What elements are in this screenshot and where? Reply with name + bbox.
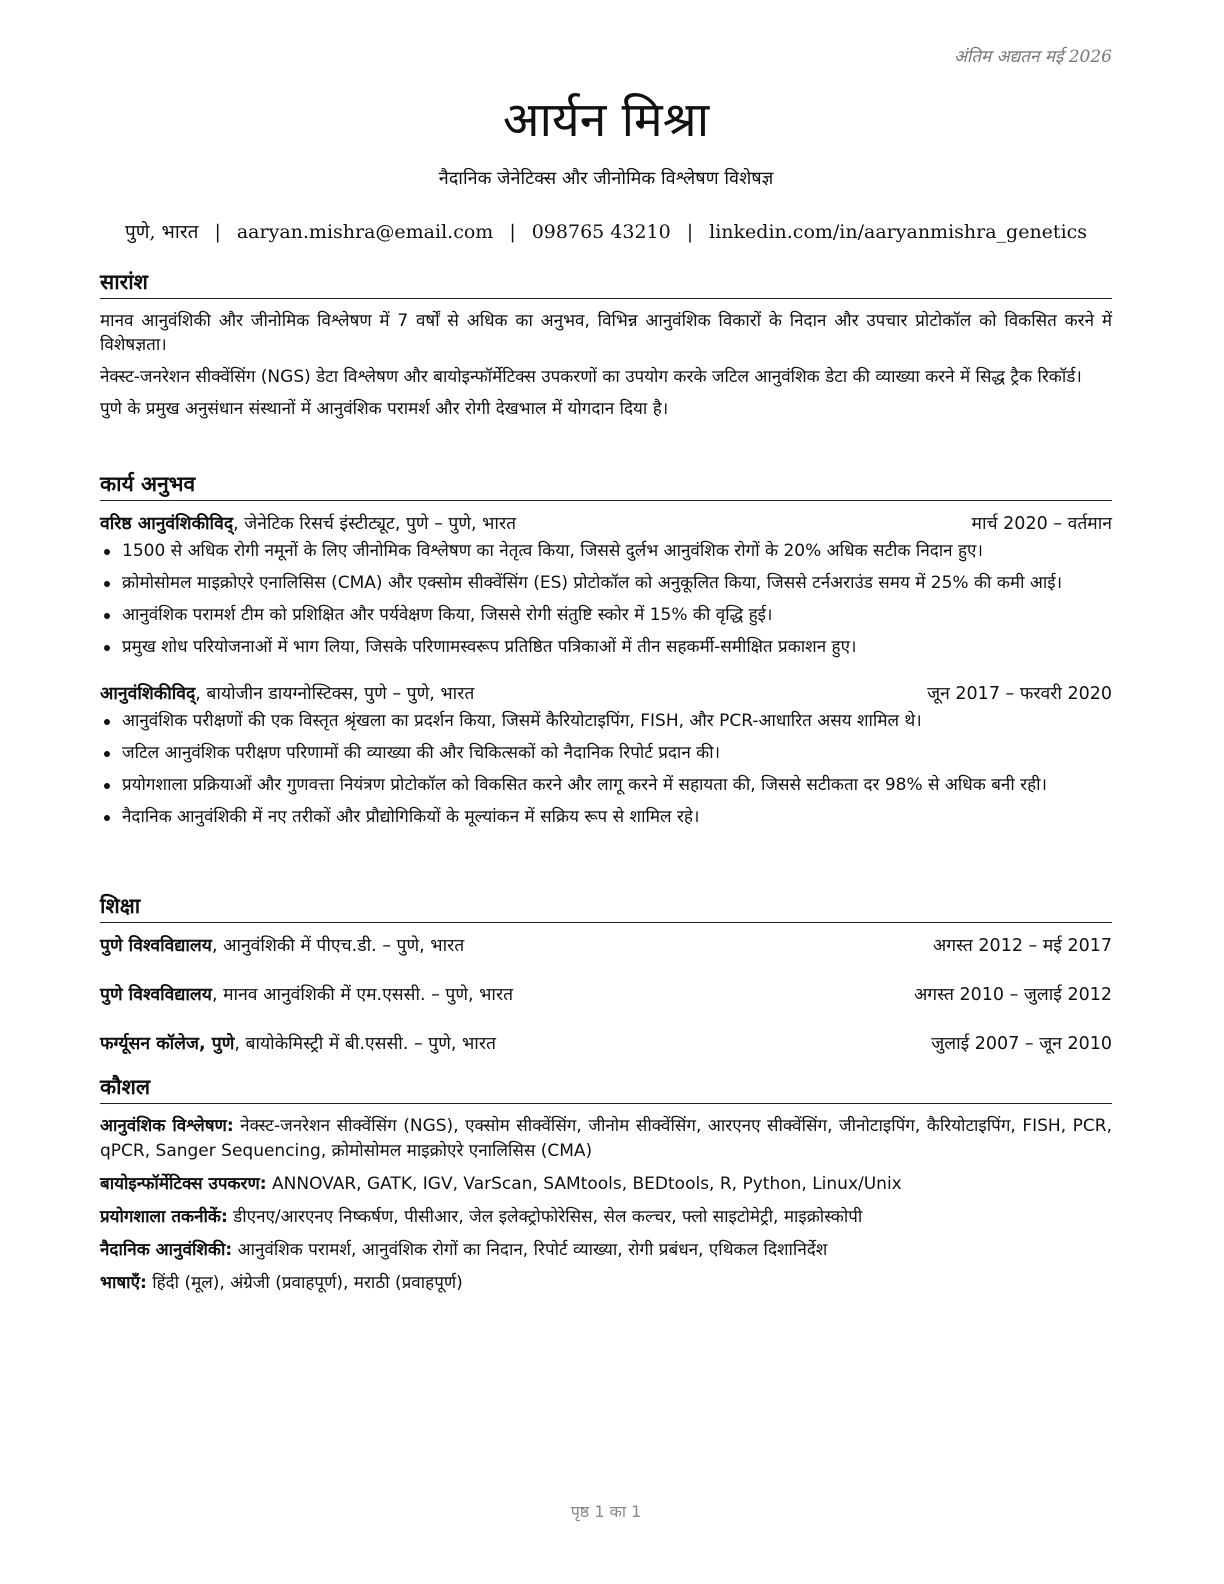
job-bullet: प्रमुख शोध परियोजनाओं में भाग लिया, जिसके परिणामस्वरूप प्रतिष्ठित पत्रिकाओं में तीन सहकर्मी-समीक्षित प्रकाशन हुए। — [122, 635, 1112, 659]
education-school: फर्ग्यूसन कॉलेज, पुणे — [100, 1034, 235, 1054]
job-bullets — [100, 709, 1112, 829]
job-bullet: नैदानिक आनुवंशिकी में नए तरीकों और प्रौद्योगिकियों के मूल्यांकन में सक्रिय रूप से शामिल रहे। — [122, 805, 1112, 829]
skills-section — [100, 1073, 1112, 1304]
job-org: , बायोजीन डायग्नोस्टिक्स, पुणे – पुणे, भारत — [195, 684, 475, 704]
contact-email[interactable]: aaryan.mishra@email.com — [236, 221, 494, 243]
job-bullet: आनुवंशिक परीक्षणों की एक विस्तृत श्रृंखला का प्रदर्शन किया, जिसमें कैरियोटाइपिंग, FISH, और PCR-आधारित असय शामिल थे। — [122, 709, 1112, 733]
contact-phone[interactable]: 098765 43210 — [531, 221, 671, 243]
education-dates: अगस्त 2012 – मई 2017 — [932, 936, 1112, 956]
job-role: आनुवंशिकीविद् — [100, 684, 196, 704]
experience-section — [100, 470, 1112, 837]
skill-row — [100, 1205, 1112, 1230]
skill-label: नैदानिक आनुवंशिकी: — [100, 1240, 233, 1260]
skill-row — [100, 1114, 1112, 1164]
skill-label: प्रयोगशाला तकनीकें: — [100, 1207, 228, 1227]
job-dates: मार्च 2020 – वर्तमान — [971, 514, 1112, 534]
job-bullet: आनुवंशिक परामर्श टीम को प्रशिक्षित और पर्यवेक्षण किया, जिससे रोगी संतुष्टि स्कोर में 15% की वृद्धि हुई। — [122, 603, 1112, 627]
skill-row — [100, 1271, 1112, 1296]
education-degree: , मानव आनुवंशिकी में एम.एससी. – पुणे, भारत — [211, 985, 514, 1005]
education-school: पुणे विश्वविद्यालय — [100, 936, 212, 956]
skill-row — [100, 1172, 1112, 1197]
section-title: कार्य अनुभव — [100, 470, 1112, 501]
section-title: कौशल — [100, 1073, 1112, 1104]
contact-linkedin[interactable]: linkedin.com/in/aaryanmishra_genetics — [709, 221, 1088, 243]
summary-section — [100, 268, 1112, 429]
skill-value: ANNOVAR, GATK, IGV, VarScan, SAMtools, BEDtools, R, Python, Linux/Unix — [266, 1174, 902, 1194]
summary-paragraph: नेक्स्ट-जनरेशन सीक्वेंसिंग (NGS) डेटा विश्लेषण और बायोइन्फॉर्मेटिक्स उपकरणों का उपयोग करके जटिल आनुवंशिक डेटा की व्याख्या करने में सिद्ध ट्रैक रिकॉर्ड। — [100, 367, 1082, 387]
contact-separator: | — [509, 221, 516, 243]
job-org: , जेनेटिक रिसर्च इंस्टीट्यूट, पुणे – पुणे, भारत — [233, 514, 517, 534]
job-entry — [100, 681, 1112, 829]
resume-page — [100, 0, 1112, 1584]
contact-line — [100, 218, 1112, 244]
job-bullet: क्रोमोसोमल माइक्रोएरे एनालिसिस (CMA) और एक्सोम सीक्वेंसिंग (ES) प्रोटोकॉल को अनुकूलित किया, जिससे टर्नअराउंड समय में 25% की कमी आई। — [122, 571, 1112, 595]
job-role: वरिष्ठ आनुवंशिकीविद् — [100, 514, 234, 534]
summary-paragraph: पुणे के प्रमुख अनुसंधान संस्थानों में आनुवंशिक परामर्श और रोगी देखभाल में योगदान दिया है। — [100, 399, 669, 419]
skill-value: हिंदी (मूल), अंग्रेजी (प्रवाहपूर्ण), मराठी (प्रवाहपूर्ण) — [146, 1273, 463, 1293]
contact-separator: | — [686, 221, 694, 243]
education-school: पुणे विश्वविद्यालय — [100, 985, 212, 1005]
education-entry — [100, 1031, 1112, 1057]
skill-label: आनुवंशिक विश्लेषण: — [100, 1116, 234, 1136]
education-section — [100, 892, 1112, 1080]
job-bullets — [100, 539, 1112, 659]
section-title: सारांश — [100, 268, 1112, 299]
education-dates: अगस्त 2010 – जुलाई 2012 — [913, 985, 1112, 1005]
job-header — [100, 511, 1112, 537]
skill-label: भाषाएँ: — [100, 1273, 147, 1293]
contact-separator: | — [214, 221, 221, 243]
last-updated: अंतिम अद्यतन मई 2026 — [953, 47, 1112, 67]
education-degree: , बायोकेमिस्ट्री में बी.एससी. – पुणे, भारत — [234, 1034, 496, 1054]
candidate-name: आर्यन मिश्रा — [502, 92, 710, 148]
skill-label: बायोइन्फॉर्मेटिक्स उपकरण: — [100, 1174, 267, 1194]
page-number: पृष्ठ 1 का 1 — [570, 1502, 642, 1521]
job-entry — [100, 511, 1112, 659]
skill-value: नेक्स्ट-जनरेशन सीक्वेंसिंग (NGS), एक्सोम सीक्वेंसिंग, जीनोम सीक्वेंसिंग, आरएनए सीक्वेंसिंग, जीनोटाइपिंग, कैरियोटाइपिंग, FISH, PCR, qPCR, Sanger Sequencing, क्रोमोसोमल माइक्रोएरे एनालिसिस (CMA) — [100, 1116, 1112, 1161]
summary-paragraph: मानव आनुवंशिकी और जीनोमिक विश्लेषण में 7 वर्षों से अधिक का अनुभव, विभिन्न आनुवंशिक विकारों के निदान और उपचार प्रोटोकॉल को विकसित करने में विशेषज्ञता। — [100, 311, 1112, 355]
skill-value: आनुवंशिक परामर्श, आनुवंशिक रोगों का निदान, रिपोर्ट व्याख्या, रोगी प्रबंधन, एथिकल दिशानिर्देश — [232, 1240, 828, 1260]
skill-value: डीएनए/आरएनए निष्कर्षण, पीसीआर, जेल इलेक्ट्रोफोरेसिस, सेल कल्चर, फ्लो साइटोमेट्री, माइक्रोस्कोपी — [227, 1207, 863, 1227]
job-dates: जून 2017 – फरवरी 2020 — [927, 684, 1112, 704]
contact-location: पुणे, भारत — [124, 221, 199, 243]
job-bullet: जटिल आनुवंशिक परीक्षण परिणामों की व्याख्या की और चिकित्सकों को नैदानिक रिपोर्ट प्रदान की। — [122, 741, 1112, 765]
education-entry — [100, 933, 1112, 959]
education-dates: जुलाई 2007 – जून 2010 — [931, 1034, 1112, 1054]
skill-row — [100, 1238, 1112, 1263]
education-degree: , आनुवंशिकी में पीएच.डी. – पुणे, भारत — [211, 936, 465, 956]
candidate-tagline: नैदानिक जेनेटिक्स और जीनोमिक विश्लेषण विशेषज्ञ — [438, 168, 774, 189]
education-entry — [100, 982, 1112, 1008]
job-bullet: 1500 से अधिक रोगी नमूनों के लिए जीनोमिक विश्लेषण का नेतृत्व किया, जिससे दुर्लभ आनुवंशिक रोगों के 20% अधिक सटीक निदान हुए। — [122, 539, 1112, 563]
job-header — [100, 681, 1112, 707]
section-title: शिक्षा — [100, 892, 1112, 923]
job-bullet: प्रयोगशाला प्रक्रियाओं और गुणवत्ता नियंत्रण प्रोटोकॉल को विकसित करने और लागू करने में सहायता की, जिससे सटीकता दर 98% से अधिक बनी रही। — [122, 773, 1112, 797]
